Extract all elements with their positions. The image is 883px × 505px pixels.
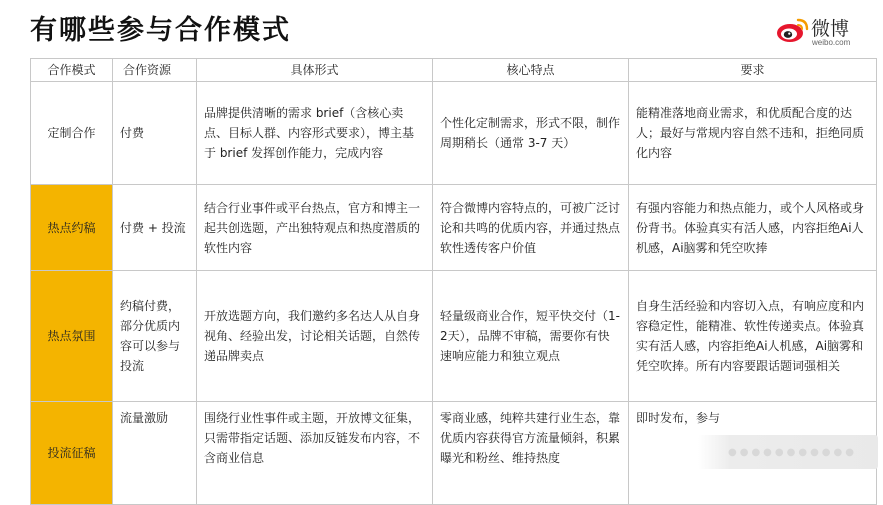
cell-form: 围绕行业性事件或主题，开放博文征集，只需带指定话题、添加反链发布内容，不含商业信息 (197, 402, 433, 505)
page-title: 有哪些参与合作模式 (30, 15, 291, 46)
cell-mode: 热点氛围 (31, 271, 113, 402)
header-resource: 合作资源 (113, 59, 197, 82)
header-feature: 核心特点 (433, 59, 629, 82)
cell-requirement: 自身生活经验和内容切入点，有响应度和内容稳定性，能精准、软性传递卖点。体验真实有活人感，内容拒绝Ai人机感，Ai脑雾和凭空吹捧。所有内容要跟话题词强相关 (629, 271, 877, 402)
cell-resource: 付费 (113, 82, 197, 185)
cell-mode: 投流征稿 (31, 402, 113, 505)
header-requirement: 要求 (629, 59, 877, 82)
cell-feature: 零商业感，纯粹共建行业生态，靠优质内容获得官方流量倾斜，积累曝光和粉丝、维持热度 (433, 402, 629, 505)
cell-resource: 约稿付费，部分优质内容可以参与投流 (113, 271, 197, 402)
cell-feature: 轻量级商业合作，短平快交付（1-2天），品牌不审稿，需要你有快速响应能力和独立观点 (433, 271, 629, 402)
cell-requirement: 能精准落地商业需求，和优质配合度的达人；最好与常规内容自然不违和，拒绝同质化内容 (629, 82, 877, 185)
table-header-row (31, 59, 877, 82)
cell-mode: 定制合作 (31, 82, 113, 185)
cell-resource: 付费 + 投流 (113, 185, 197, 271)
logo-url-text: weibo.com (812, 38, 851, 47)
cell-resource: 流量激励 (113, 402, 197, 505)
cell-requirement: 有强内容能力和热点能力，或个人风格或身份背书。体验真实有活人感，内容拒绝Ai人机感，Ai脑雾和凭空吹捧 (629, 185, 877, 271)
blurred-overlay (698, 435, 878, 469)
cell-feature: 符合微博内容特点的，可被广泛讨论和共鸣的优质内容，并通过热点软性透传客户价值 (433, 185, 629, 271)
weibo-eye-icon (776, 16, 810, 44)
logo-brand-text: 微博 (811, 18, 850, 40)
cell-feature: 个性化定制需求，形式不限，制作周期稍长（通常 3-7 天） (433, 82, 629, 185)
header-form: 具体形式 (197, 59, 433, 82)
overlay-dots: ●●●●●●●●●●● (728, 447, 857, 458)
table-row (31, 271, 877, 402)
cell-form: 结合行业事件或平台热点，官方和博主一起共创选题，产出独特观点和热度潜质的软性内容 (197, 185, 433, 271)
cell-form: 开放选题方向，我们邀约多名达人从自身视角、经验出发，讨论相关话题，自然传递品牌卖点 (197, 271, 433, 402)
cell-form: 品牌提供清晰的需求 brief（含核心卖点、目标人群、内容形式要求），博主基于 brief 发挥创作能力，完成内容 (197, 82, 433, 185)
cell-requirement: 即时发布，参与 (629, 402, 877, 505)
cell-mode: 热点约稿 (31, 185, 113, 271)
weibo-logo (776, 12, 876, 48)
header-mode: 合作模式 (31, 59, 113, 82)
table-row (31, 82, 877, 185)
table-row (31, 185, 877, 271)
